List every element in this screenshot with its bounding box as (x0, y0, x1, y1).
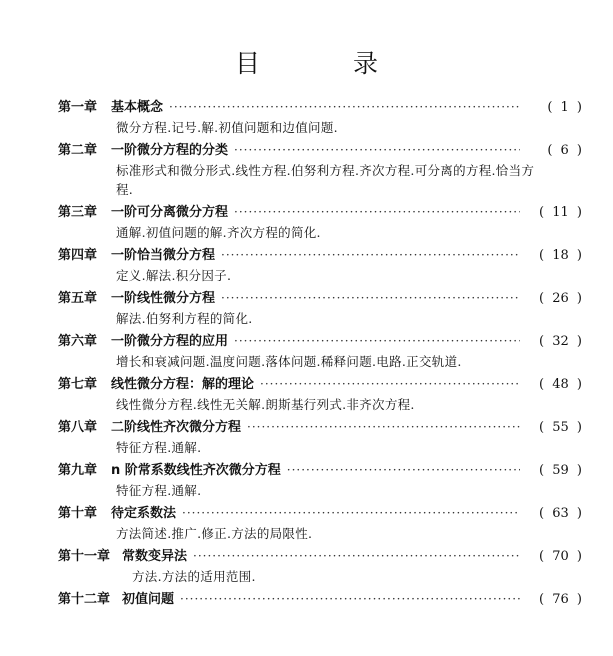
page-number: ( 70 ) (539, 549, 582, 564)
toc-entry (58, 139, 582, 199)
chapter-summary: 标准形式和微分形式.线性方程.伯努利方程.齐次方程.可分离的方程.恰当方程. (116, 163, 535, 197)
chapter-number: 第四章 (58, 248, 98, 263)
dot-leader (260, 377, 520, 393)
chapter-number: 第十章 (58, 506, 98, 521)
toc-entry (58, 96, 582, 137)
toc-entry (58, 201, 582, 242)
chapter-title: 一阶恰当微分方程 (111, 248, 216, 263)
chapter-title: 初值问题 (122, 592, 175, 607)
dot-leader (169, 100, 520, 116)
chapter-summary: 特征方程.通解. (116, 440, 202, 455)
page-number: ( 6 ) (547, 143, 582, 158)
toc-line[interactable] (58, 330, 582, 352)
table-of-contents (58, 96, 582, 612)
toc-line[interactable] (58, 244, 582, 266)
chapter-summary: 微分方程.记号.解.初值问题和边值问题. (116, 120, 338, 135)
dot-leader (221, 291, 520, 307)
chapter-summary: 特征方程.通解. (116, 483, 202, 498)
chapter-summary: 定义.解法.积分因子. (116, 268, 232, 283)
chapter-number: 第三章 (58, 205, 98, 220)
dot-leader (234, 205, 520, 221)
chapter-number: 第九章 (58, 463, 98, 478)
toc-line[interactable] (58, 416, 582, 438)
toc-line[interactable] (58, 502, 582, 524)
page-number: ( 26 ) (539, 291, 582, 306)
chapter-summary: 通解.初值问题的解.齐次方程的简化. (116, 225, 321, 240)
dot-leader (234, 334, 520, 350)
dot-leader (180, 592, 520, 608)
chapter-number: 第八章 (58, 420, 98, 435)
dot-leader (221, 248, 520, 264)
toc-line[interactable] (58, 373, 582, 395)
chapter-title: 一阶微分方程的分类 (111, 143, 229, 158)
page-number: ( 48 ) (539, 377, 582, 392)
toc-entry (58, 416, 582, 457)
toc-entry (58, 244, 582, 285)
page-number: ( 11 ) (539, 205, 582, 220)
chapter-title: n 阶常系数线性齐次微分方程 (111, 463, 281, 478)
chapter-number: 第十一章 (58, 549, 111, 564)
page-number: ( 76 ) (539, 592, 582, 607)
chapter-number: 第七章 (58, 377, 98, 392)
page-number: ( 1 ) (547, 100, 582, 115)
chapter-summary: 方法简述.推广.修正.方法的局限性. (116, 526, 313, 541)
dot-leader (234, 143, 520, 159)
page-title: 目 录 (234, 49, 412, 78)
toc-line[interactable] (58, 139, 582, 161)
chapter-title: 基本概念 (111, 100, 164, 115)
dot-leader (287, 463, 520, 479)
page-number: ( 59 ) (539, 463, 582, 478)
chapter-title: 常数变异法 (122, 549, 188, 564)
chapter-summary: 方法.方法的适用范围. (132, 569, 256, 584)
chapter-number: 第一章 (58, 100, 98, 115)
chapter-number: 第二章 (58, 143, 98, 158)
toc-entry (58, 502, 582, 543)
chapter-title: 待定系数法 (111, 506, 177, 521)
chapter-summary: 线性微分方程.线性无关解.朗斯基行列式.非齐次方程. (116, 397, 415, 412)
toc-entry (58, 287, 582, 328)
toc-entry (58, 373, 582, 414)
toc-entry (58, 330, 582, 371)
chapter-title: 二阶线性齐次微分方程 (111, 420, 242, 435)
chapter-title: 一阶线性微分方程 (111, 291, 216, 306)
chapter-title: 线性微分方程：解的理论 (111, 377, 255, 392)
dot-leader (182, 506, 520, 522)
toc-entry (58, 545, 582, 586)
chapter-number: 第五章 (58, 291, 98, 306)
page-number: ( 18 ) (539, 248, 582, 263)
chapter-number: 第十二章 (58, 592, 111, 607)
toc-line[interactable] (58, 96, 582, 118)
toc-line[interactable] (58, 588, 582, 610)
toc-line[interactable] (58, 459, 582, 481)
toc-entry (58, 459, 582, 500)
page-number: ( 63 ) (539, 506, 582, 521)
page-number: ( 55 ) (539, 420, 582, 435)
page-number: ( 32 ) (539, 334, 582, 349)
chapter-number: 第六章 (58, 334, 98, 349)
chapter-title: 一阶可分离微分方程 (111, 205, 229, 220)
chapter-title: 一阶微分方程的应用 (111, 334, 229, 349)
toc-entry (58, 588, 582, 610)
toc-line[interactable] (58, 545, 582, 567)
toc-line[interactable] (58, 287, 582, 309)
dot-leader (247, 420, 520, 436)
chapter-summary: 增长和衰减问题.温度问题.落体问题.稀释问题.电路.正交轨道. (116, 354, 462, 369)
chapter-summary: 解法.伯努利方程的简化. (116, 311, 253, 326)
toc-line[interactable] (58, 201, 582, 223)
dot-leader (193, 549, 520, 565)
